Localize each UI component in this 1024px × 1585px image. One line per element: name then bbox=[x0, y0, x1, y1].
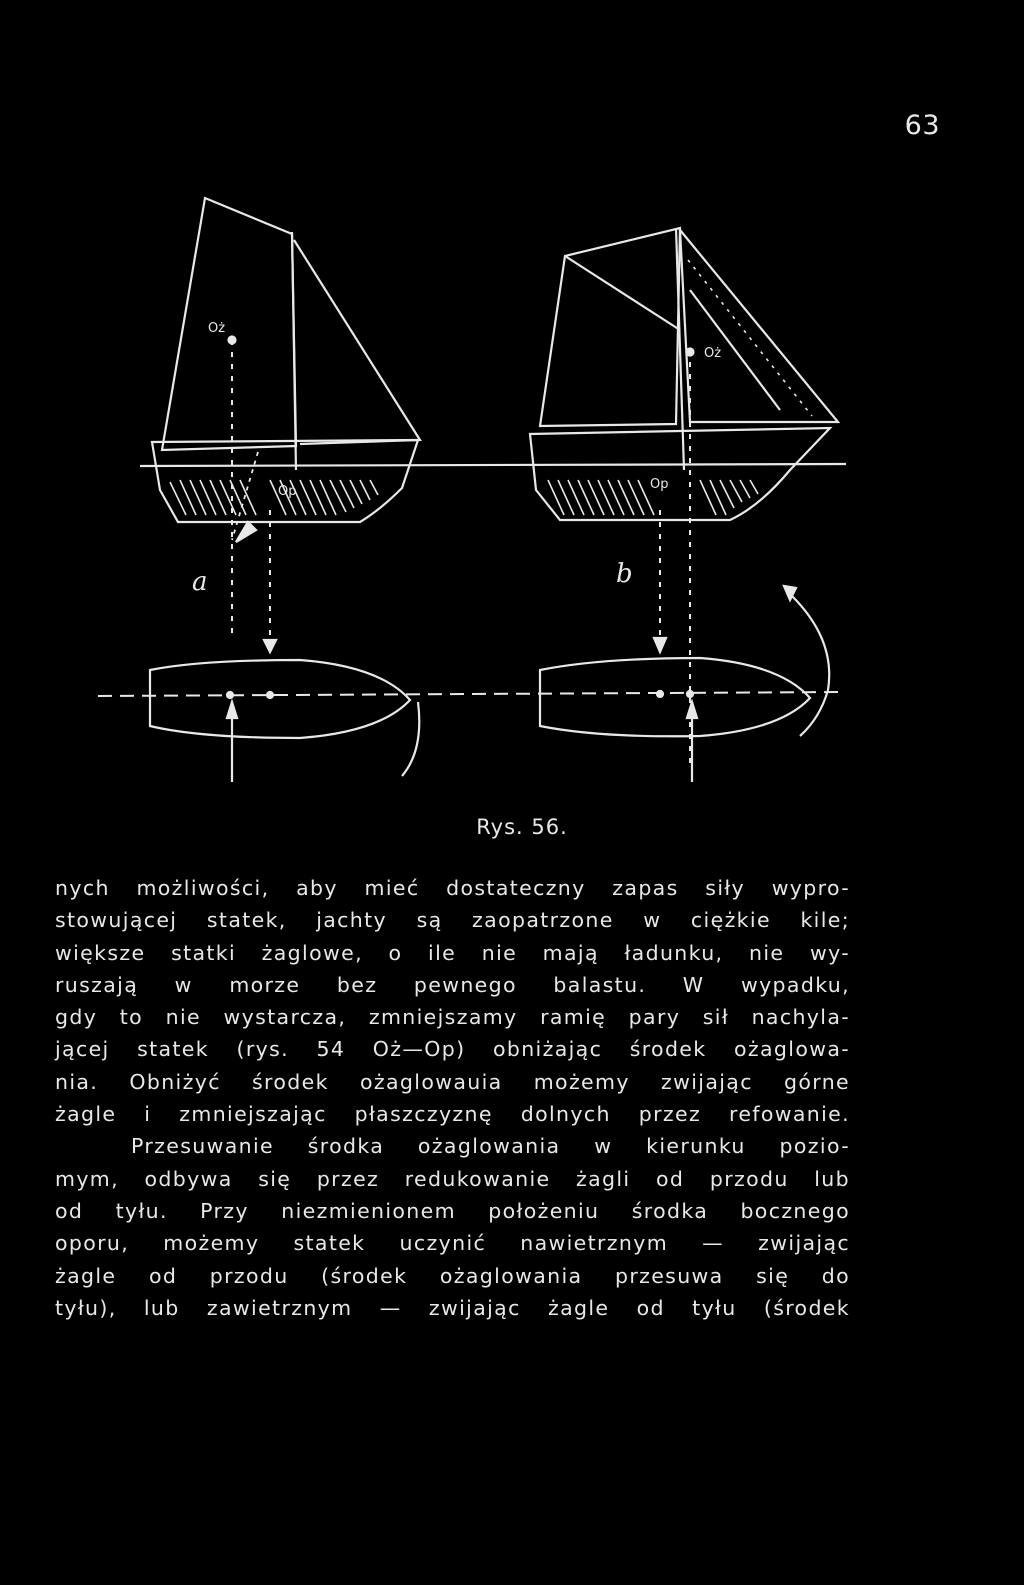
page-number: 63 bbox=[904, 110, 940, 141]
sailboat-diagram bbox=[0, 170, 1024, 810]
boat-b-label: b bbox=[616, 559, 633, 589]
boat-a-keel-hatching bbox=[170, 480, 378, 515]
text-line: gdy to nie wystarcza, zmniejszamy ramię pary sił nachyla- bbox=[55, 1005, 850, 1030]
boat-b-jib bbox=[680, 230, 838, 422]
figure-caption: Rys. 56. bbox=[476, 815, 568, 839]
boat-a-label: a bbox=[192, 567, 208, 597]
centerline bbox=[98, 692, 846, 696]
boat-a-mainsail bbox=[162, 198, 296, 450]
boat-a-oz-label: Oż bbox=[208, 321, 226, 336]
boat-b-elevation bbox=[530, 228, 838, 770]
text-line: nia. Obniżyć środek ożaglowauia możemy zwijając górne bbox=[55, 1069, 850, 1094]
waterline bbox=[140, 464, 846, 466]
boat-a-op-label: Op bbox=[278, 484, 297, 499]
boat-b-mainsail bbox=[540, 228, 680, 426]
figure-rys-56 bbox=[0, 170, 1024, 810]
boat-a-plan bbox=[150, 660, 410, 738]
text-line: mym, odbywa się przez redukowanie żagli od przodu lub bbox=[55, 1166, 850, 1191]
text-line: żagle i zmniejszając płaszczyznę dolnych przez refowanie. bbox=[55, 1102, 850, 1127]
boat-a-hull bbox=[152, 440, 418, 522]
boat-b-op-label: Op bbox=[650, 477, 669, 492]
body-text bbox=[55, 872, 850, 1324]
text-line: nych możliwości, aby mieć dostateczny zapas siły wypro- bbox=[55, 876, 850, 900]
text-line: stowującej statek, jachty są zaopatrzone w ciężkie kile; bbox=[55, 908, 850, 933]
plan-views bbox=[98, 658, 846, 782]
text-line: Przesuwanie środka ożaglowania w kierunku pozio- bbox=[131, 1134, 850, 1159]
boat-b-hull bbox=[530, 428, 830, 520]
text-line: jącej statek (rys. 54 Oż—Op) obniżając środek ożaglowa- bbox=[55, 1037, 850, 1062]
boat-a-jib bbox=[294, 240, 420, 444]
text-line: tyłu), lub zawietrznym — zwijając żagle od tyłu (środek bbox=[55, 1295, 850, 1320]
text-line: ruszają w morze bez pewnego balastu. W wypadku, bbox=[55, 972, 850, 997]
text-line: oporu, możemy statek uczynić nawietrznym — zwijając bbox=[55, 1231, 850, 1256]
text-line: od tyłu. Przy niezmienionem położeniu środka bocznego bbox=[55, 1198, 850, 1223]
boat-a-elevation bbox=[152, 198, 420, 652]
text-line: większe statki żaglowe, o ile nie mają ładunku, nie wy- bbox=[55, 940, 850, 965]
boat-b-plan bbox=[540, 658, 810, 736]
boat-a-mast bbox=[292, 232, 296, 470]
text-line: żagle od przodu (środek ożaglowania przesuwa się do bbox=[55, 1263, 850, 1288]
boat-b-oz-label: Oż bbox=[704, 346, 722, 361]
